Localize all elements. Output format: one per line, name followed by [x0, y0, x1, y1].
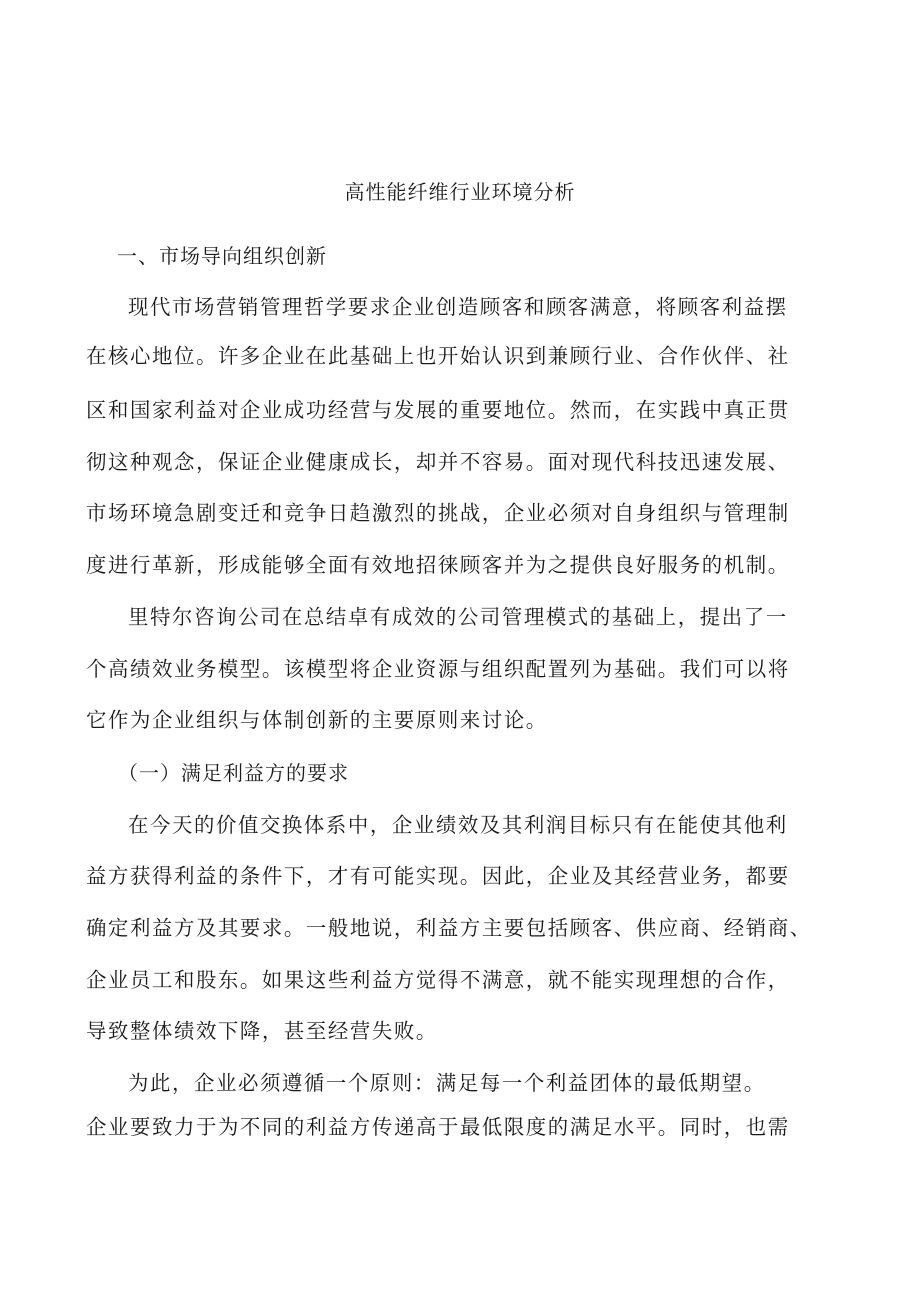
paragraph-line: 导致整体绩效下降，甚至经营失败。 — [86, 1019, 438, 1043]
paragraph-line: 益方获得利益的条件下，才有可能实现。因此，企业及其经营业务，都要 — [86, 864, 790, 888]
document-title: 高性能纤维行业环境分析 — [344, 180, 576, 204]
paragraph-line: 度进行革新，形成能够全面有效地招徕顾客并为之提供良好服务的机制。 — [86, 553, 790, 577]
paragraph-line: 在今天的价值交换体系中，企业绩效及其利润目标只有在能使其他利 — [128, 813, 788, 837]
paragraph-line: 现代市场营销管理哲学要求企业创造顾客和顾客满意，将顾客利益摆 — [128, 295, 788, 319]
paragraph-line: 市场环境急剧变迁和竞争日趋激烈的挑战，企业必须对自身组织与管理制 — [86, 501, 790, 525]
paragraph-line: 里特尔咨询公司在总结卓有成效的公司管理模式的基础上，提出了一 — [128, 605, 788, 629]
paragraph-line: 个高绩效业务模型。该模型将企业资源与组织配置列为基础。我们可以将 — [86, 657, 790, 681]
subsection-heading: （一）满足利益方的要求 — [118, 761, 349, 785]
paragraph-line: 企业员工和股东。如果这些利益方觉得不满意，就不能实现理想的合作， — [86, 968, 790, 992]
paragraph-line: 它作为企业组织与体制创新的主要原则来讨论。 — [86, 708, 548, 732]
paragraph-line: 确定利益方及其要求。一般地说，利益方主要包括顾客、供应商、经销商、 — [86, 916, 812, 940]
paragraph-line: 企业要致力于为不同的利益方传递高于最低限度的满足水平。同时，也需 — [86, 1115, 790, 1139]
paragraph-line: 在核心地位。许多企业在此基础上也开始认识到兼顾行业、合作伙伴、社 — [86, 344, 790, 368]
paragraph-line: 为此，企业必须遵循一个原则：满足每一个利益团体的最低期望。 — [128, 1071, 766, 1095]
section-heading: 一、市场导向组织创新 — [117, 244, 327, 268]
paragraph-line: 彻这种观念，保证企业健康成长，却并不容易。面对现代科技迅速发展、 — [86, 450, 790, 474]
paragraph-line: 区和国家利益对企业成功经营与发展的重要地位。然而，在实践中真正贯 — [86, 398, 790, 422]
